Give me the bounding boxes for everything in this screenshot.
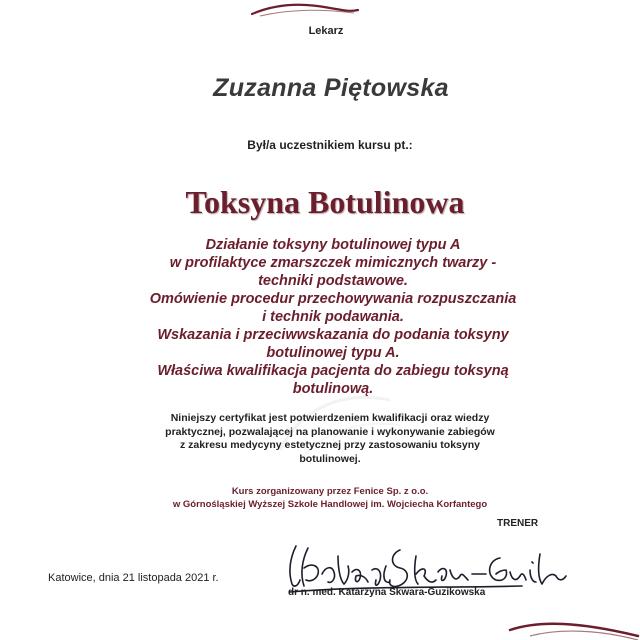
certificate-statement: [95, 412, 565, 466]
top-decorative-swoosh: [250, 0, 360, 20]
statement-line: Niniejszy certyfikat jest potwierdzeniem kwalifikacji oraz wiedzy: [170, 412, 490, 424]
topic-line: Działanie toksyny botulinowej typu A: [205, 237, 461, 253]
participant-name: Zuzanna Piętowska: [213, 74, 449, 102]
topic-line: botulinowej typu A.: [266, 345, 400, 361]
statement-line: botulinowej.: [299, 452, 361, 465]
course-organizer: [90, 485, 570, 511]
topic-line: i technik podawania.: [262, 309, 404, 325]
topic-line: w profilaktyce zmarszczek mimicznych twarzy -: [169, 255, 497, 271]
topic-line: Omówienie procedur przechowywania rozpuszczania: [149, 291, 517, 307]
organizer-line: w Górnośląskiej Wyższej Szkole Handlowej im. Wojciecha Korfantego: [172, 499, 488, 510]
topic-line: Wskazania i przeciwwskazania do podania toksyny: [157, 327, 509, 343]
statement-line: praktycznej, pozwalającej na planowanie i wykonywanie zabiegów: [165, 425, 495, 438]
role-title: Lekarz: [308, 25, 344, 37]
bottom-decorative-swoosh: [500, 600, 640, 640]
participation-line: Był/a uczestnikiem kursu pt.:: [247, 138, 413, 152]
topic-line: botulinową.: [292, 381, 374, 397]
place-and-date: Katowice, dnia 21 listopada 2021 r.: [48, 572, 219, 584]
trainer-label: TRENER: [497, 518, 539, 529]
course-topics: [70, 236, 596, 398]
topic-line: Właściwa kwalifikacja pacjenta do zabiegu toksyną: [157, 363, 509, 379]
statement-line: z zakresu medycyny estetycznej przy zastosowaniu toksyny: [180, 439, 480, 451]
organizer-line: Kurs zorganizowany przez Fenice Sp. z o.o.: [231, 486, 429, 497]
course-title: Toksyna Botulinowa: [185, 184, 465, 220]
trainer-name: dr n. med. Katarzyna Skwara-Guzikowska: [288, 587, 486, 598]
topic-line: techniki podstawowe.: [258, 273, 408, 289]
